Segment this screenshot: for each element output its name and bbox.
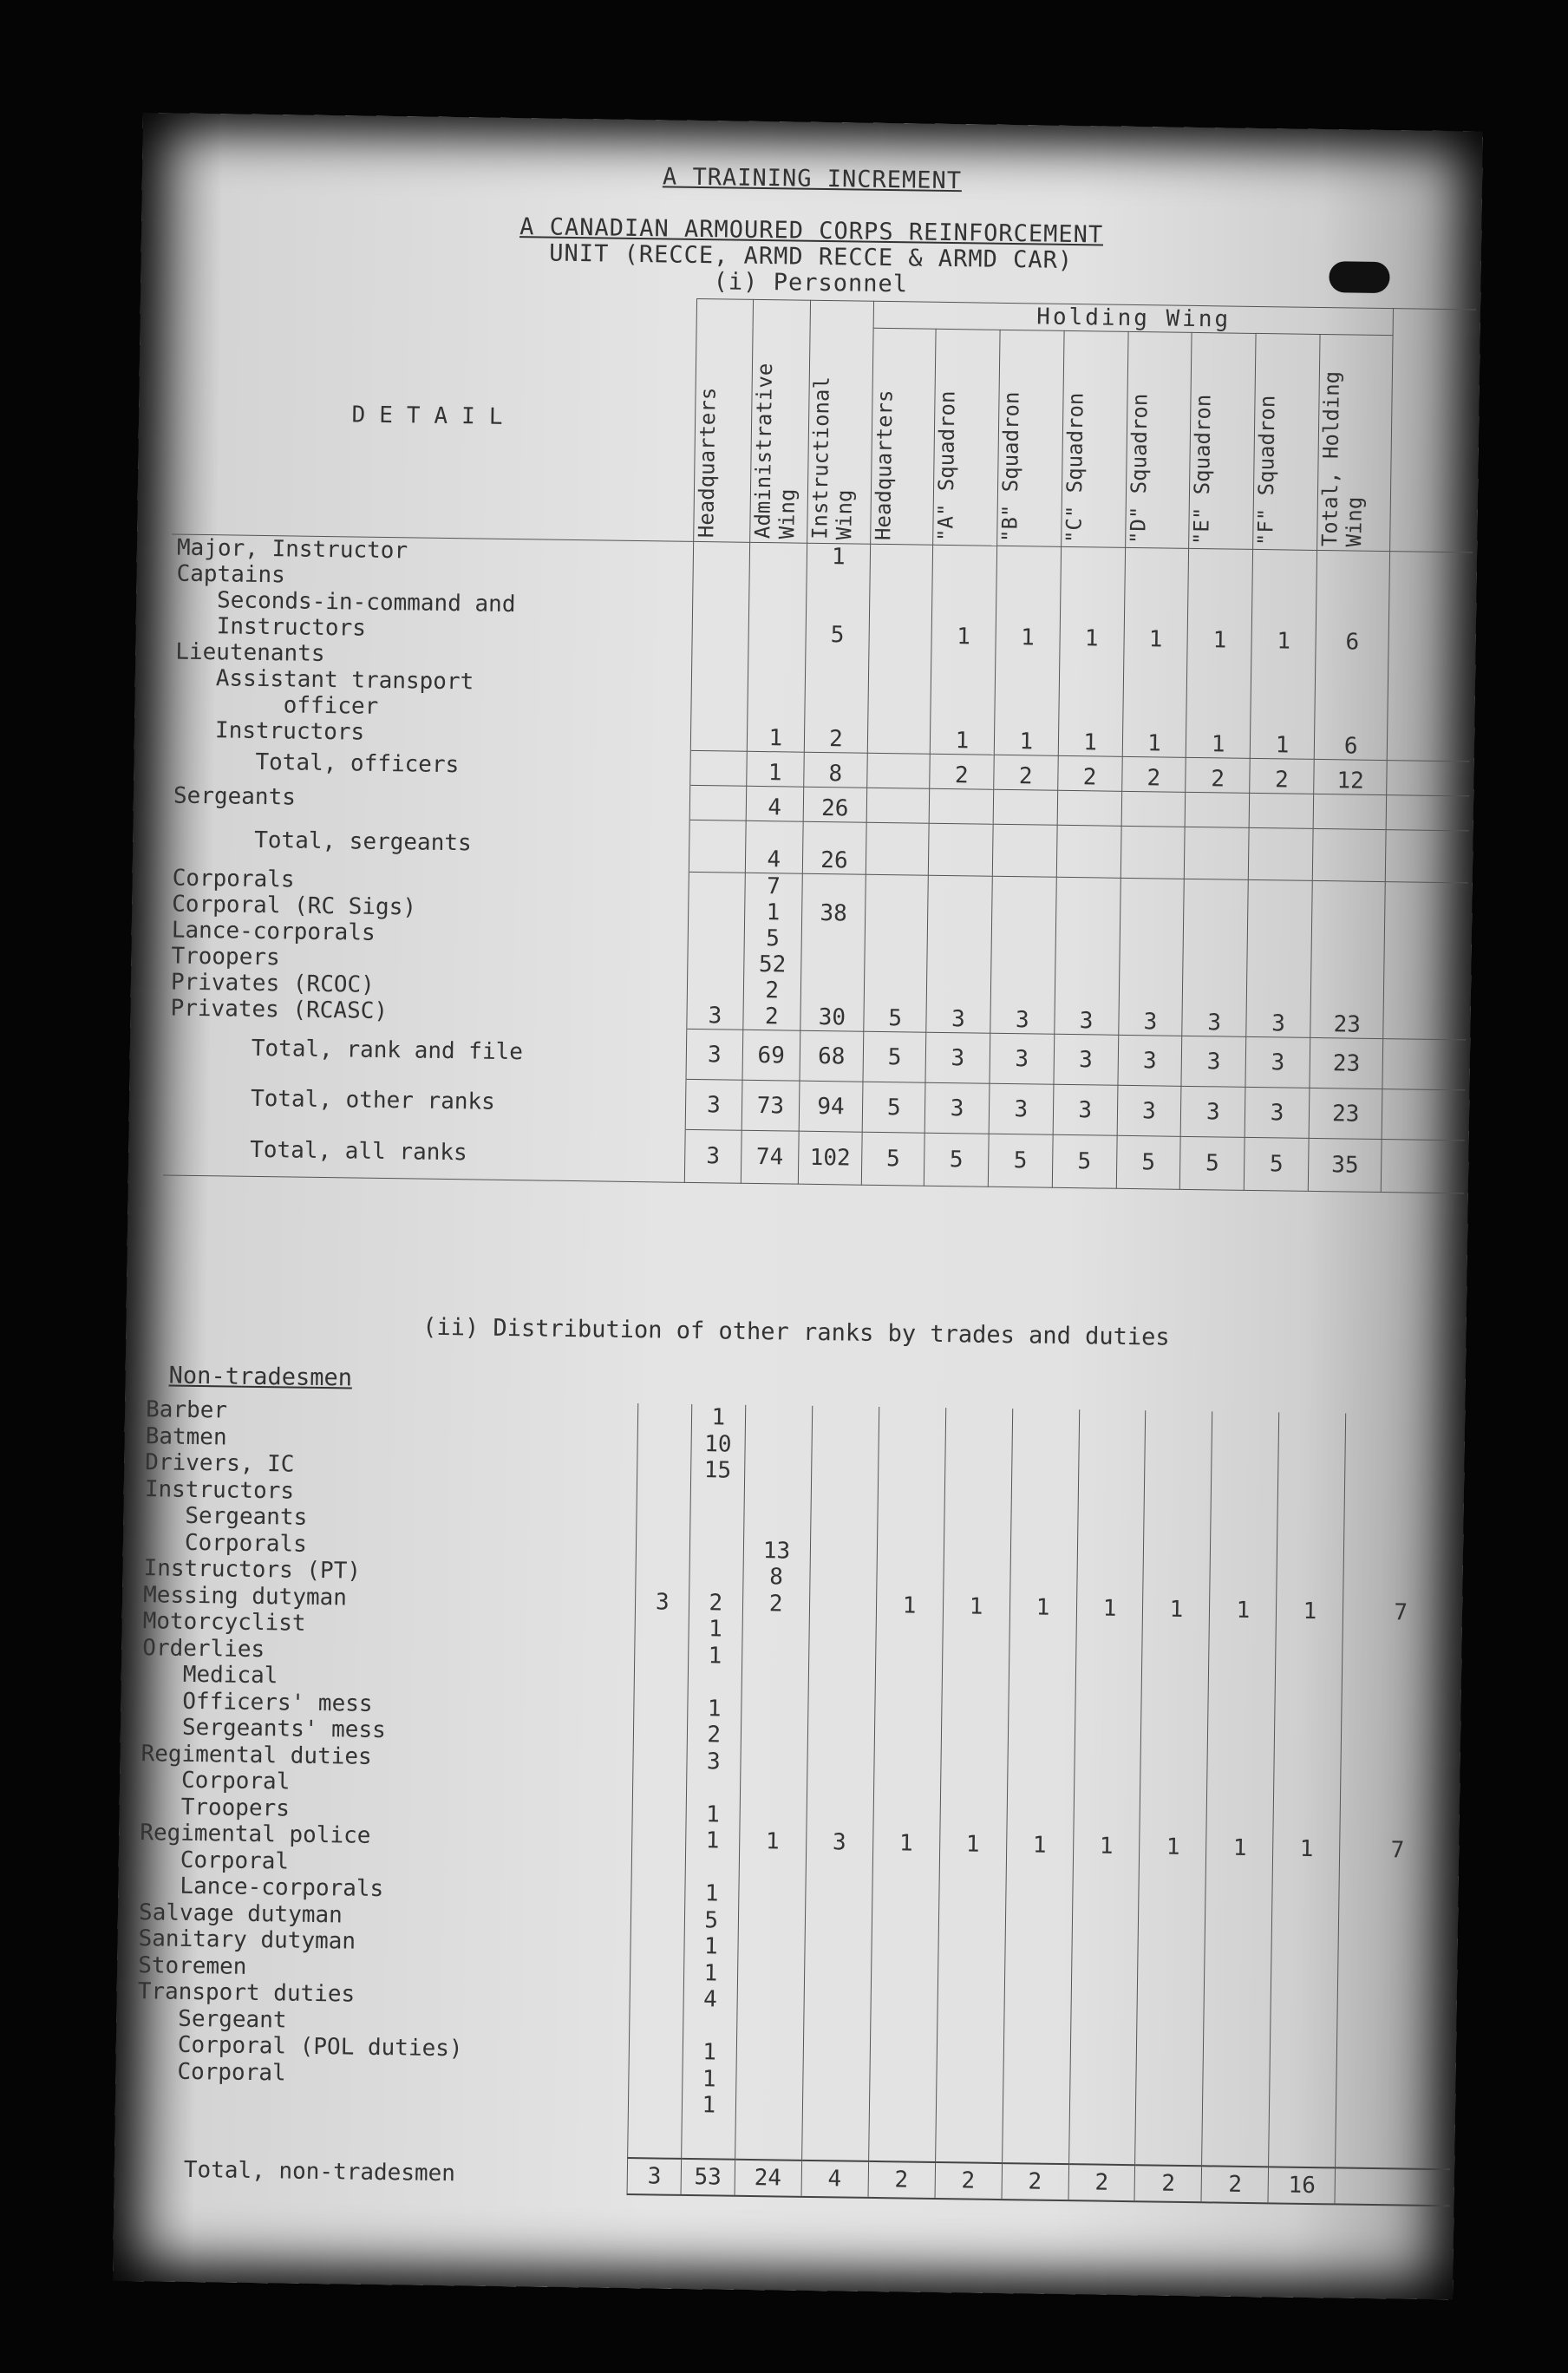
row-label: Total, all ranks [163, 1122, 685, 1182]
dist-col: 13 8 2 1 [735, 1405, 812, 2161]
col-header-8: "E" Squadron [1189, 332, 1256, 549]
cell: 3 [1054, 1034, 1119, 1085]
col-header-1: Administrative Wing [750, 299, 810, 543]
cell [1387, 761, 1470, 796]
cell: 2 [1250, 758, 1314, 794]
dist-col: 1 1 [868, 1407, 945, 2162]
cell: 5 [863, 1031, 926, 1082]
cell: 3 [1117, 1085, 1182, 1136]
cell: 23 [1310, 880, 1386, 1038]
table-row [169, 534, 1473, 762]
cell [866, 788, 929, 823]
cell: 5 [924, 1133, 989, 1186]
detail-header: DETAIL [172, 291, 696, 541]
cell [1248, 827, 1313, 880]
trade-labels: Barber Batmen Drivers, IC Instructors Sergeants Corporals Instructors (PT) Messing dutyman Motorcyclist Orderlies Medical Officers' mess Sergeants' mess Regimental duties Corporal Troopers Regimental police Corporal Lance-corporals Salvage dutyman Sanitary dutyman Storemen Transport duties Sergeant Corporal (POL duties) Corporal [132, 1396, 638, 2158]
section-title-distribution: (ii) Distribution of other ranks by trades and duties [421, 1313, 1170, 1351]
row-label: Corporals Corporal (RC Sigs) Lance-corporals Troopers Privates (RCOC) Privates (RCASC) [165, 865, 689, 1029]
cell [929, 788, 993, 824]
total-cell: 2 [935, 2162, 1003, 2200]
distribution-body-row [132, 1396, 1460, 2169]
non-tradesmen-heading: Non-tradesmen [168, 1362, 353, 1392]
cell: 3 [1246, 879, 1312, 1037]
cell: 3 [926, 875, 992, 1033]
cell [1185, 792, 1249, 827]
row-label: Total, officers [168, 743, 690, 785]
dist-col: 1 1 [1202, 1411, 1279, 2167]
cell: 8 [803, 752, 867, 788]
total-label: Total, non-tradesmen [132, 2151, 628, 2194]
cell: 3 [686, 1029, 743, 1080]
total-cell: 4 [801, 2161, 869, 2198]
dist-col: 1 1 [1135, 1410, 1212, 2166]
total-cell: 3 [627, 2158, 681, 2195]
table-row [165, 865, 1467, 1040]
doc-subtitle-2: UNIT (RECCE, ARMD RECCE & ARMD CAR) [549, 239, 1074, 274]
cell [1383, 882, 1468, 1040]
col-header-9: "F" Squadron [1253, 333, 1320, 550]
cell [1386, 830, 1469, 883]
cell: 5 [864, 874, 928, 1032]
cell: 35 [1308, 1138, 1382, 1192]
cell: 26 [802, 821, 867, 874]
document-page [113, 113, 1483, 2299]
dist-col: 3 [628, 1403, 692, 2159]
cell: 3 [1117, 1035, 1182, 1086]
cell [1185, 827, 1250, 879]
total-cell: 2 [1201, 2166, 1269, 2203]
total-cell: 16 [1268, 2167, 1336, 2204]
cell [1387, 795, 1470, 831]
cell: 5 [988, 1134, 1053, 1187]
dist-col: 7 7 [1336, 1414, 1460, 2170]
total-cell: 2 [1002, 2163, 1069, 2200]
cell: 1 1 [1122, 547, 1189, 757]
cell [1382, 1140, 1465, 1193]
doc-title: A TRAINING INCREMENT [662, 163, 963, 195]
holding-wing-header: Holding Wing [873, 301, 1394, 335]
col-header-extra [1390, 309, 1476, 552]
cell: 5 [862, 1132, 925, 1185]
cell: 1 1 [930, 545, 996, 755]
cell: 1 5 2 [804, 543, 871, 753]
cell: 5 [1244, 1137, 1309, 1191]
cell: 5 [1052, 1134, 1117, 1188]
col-header-7: "D" Squadron [1125, 331, 1192, 548]
cell: 2 [930, 754, 994, 789]
total-cell: 2 [1068, 2164, 1135, 2201]
cell [1312, 828, 1386, 881]
cell [928, 823, 993, 876]
cell: 3 [685, 1079, 742, 1130]
cell: 2 [1057, 755, 1121, 791]
cell: 5 [1180, 1136, 1245, 1190]
total-cell: 2 [868, 2161, 936, 2199]
cell: 69 [742, 1030, 800, 1081]
cell [867, 753, 930, 788]
dist-col: 1 1 [1269, 1412, 1346, 2167]
personnel-table [163, 291, 1476, 1193]
cell: 1 1 [1250, 549, 1316, 759]
cell: 102 [798, 1131, 863, 1185]
cell: 3 [684, 1129, 742, 1182]
cell: 3 [1245, 1087, 1310, 1138]
cell [1249, 793, 1313, 828]
cell [689, 785, 747, 820]
cell: 2 [994, 755, 1058, 790]
cell: 7 1 5 52 2 2 [743, 873, 802, 1030]
cell: 6 6 [1314, 550, 1390, 760]
cell [689, 750, 747, 786]
dist-col: 1 10 15 2 1 1 1 2 3 1 1 1 5 1 1 4 1 1 1 [682, 1404, 746, 2160]
col-header-2: Instructional Wing [807, 300, 874, 544]
cell: 23 [1309, 1088, 1382, 1139]
cell [1056, 825, 1121, 878]
cell: 94 [799, 1081, 864, 1132]
cell: 1 1 [1186, 548, 1253, 758]
section-title-personnel: (i) Personnel [713, 268, 909, 298]
cell [689, 820, 746, 873]
cell: 3 [1053, 1084, 1118, 1135]
cell: 3 [990, 876, 1056, 1034]
cell [866, 822, 930, 875]
cell: 3 [1118, 878, 1184, 1036]
cell: 1 1 [1058, 546, 1125, 756]
cell [992, 824, 1057, 877]
total-cell: 24 [735, 2160, 802, 2197]
cell: 3 [1181, 1036, 1246, 1087]
cell: 3 [925, 1032, 990, 1083]
cell: 3 [989, 1083, 1054, 1134]
cell: 2 [1186, 757, 1250, 793]
cell: 1 1 [994, 546, 1061, 755]
cell: 3 [687, 872, 746, 1030]
row-label: Sergeants [168, 778, 690, 820]
row-label: Total, other ranks [164, 1072, 686, 1129]
col-header-6: "C" Squadron [1061, 330, 1127, 547]
dist-col: 1 1 [1068, 1409, 1146, 2165]
cell [1382, 1039, 1466, 1090]
row-label: Total, rank and file [165, 1022, 687, 1079]
dist-col: 1 1 [935, 1408, 1012, 2163]
cell: 3 [1182, 879, 1248, 1036]
cell: 23 [1310, 1037, 1383, 1088]
col-header-4: "A" Squadron [933, 329, 1000, 546]
col-header-3: Headquarters [871, 328, 936, 545]
cell: 1 [747, 542, 807, 752]
cell: 3 [924, 1082, 990, 1134]
dist-col: 3 [801, 1406, 879, 2161]
dist-col: 1 1 [1002, 1409, 1079, 2164]
cell: 3 [1054, 877, 1120, 1035]
col-header-5: "B" Squadron [996, 330, 1063, 546]
cell: 3 [1245, 1036, 1310, 1088]
total-cell: 53 [681, 2159, 735, 2196]
total-cell: 2 [1134, 2165, 1202, 2202]
cell: 1 [747, 751, 804, 787]
col-header-10: Total, Holding Wing [1317, 334, 1394, 551]
cell [690, 541, 750, 751]
cell: 4 [746, 786, 803, 821]
cell: 3 [990, 1033, 1055, 1084]
col-header-0: Headquarters [693, 298, 753, 542]
row-label: Total, sergeants [167, 813, 689, 872]
cell [1057, 790, 1121, 826]
cell: 4 [745, 820, 802, 873]
cell: 26 [803, 787, 867, 822]
cell: 5 [863, 1082, 926, 1133]
cell [1313, 794, 1387, 829]
total-cell [1335, 2167, 1450, 2206]
cell: 68 [799, 1030, 864, 1082]
doc-subtitle-1: A CANADIAN ARMOURED CORPS REINFORCEMENT [519, 213, 1104, 249]
cell: 2 [1121, 756, 1186, 792]
row-label: Major, Instructor Captains Seconds-in-command and Instructors Lieutenants Assistant transport officer Instructors [169, 534, 694, 750]
cell: 3 [1180, 1086, 1245, 1137]
cell: 73 [742, 1080, 799, 1131]
cell [1382, 1089, 1466, 1141]
cell [868, 544, 933, 754]
cell [993, 789, 1057, 825]
cell: 38 30 [800, 873, 866, 1031]
distribution-table [132, 1396, 1461, 2206]
cell [1120, 826, 1186, 879]
cell [1121, 791, 1186, 827]
cell [1388, 552, 1473, 762]
cell: 74 [741, 1130, 798, 1183]
cell: 5 [1116, 1135, 1181, 1189]
cell: 12 [1314, 759, 1388, 794]
